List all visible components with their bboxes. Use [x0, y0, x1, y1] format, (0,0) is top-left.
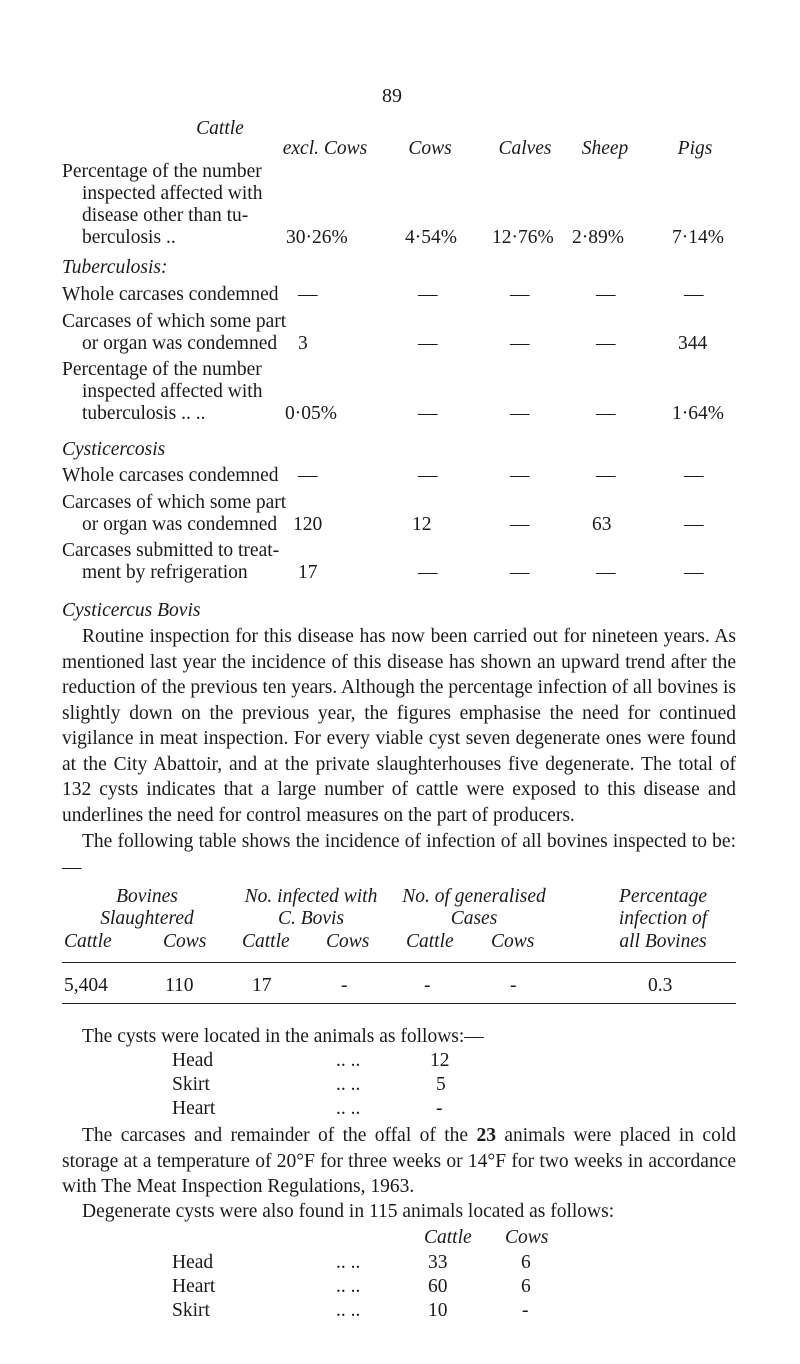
row-pct-other-calves: 12·76% — [492, 227, 554, 248]
row-tb-whole-label: Whole carcases condemned — [62, 284, 279, 305]
row-cy-part-sheep: 63 — [592, 514, 612, 535]
cyst-location-head-dots: .. .. — [336, 1050, 361, 1071]
row-pct-other-label-1: Percentage of the number — [62, 161, 262, 182]
cyst-location-skirt-dots: .. .. — [336, 1074, 361, 1095]
row-tb-part-sheep: — — [596, 333, 616, 354]
degenerate-row-head-cattle: 33 — [428, 1252, 448, 1273]
row-tb-part-label-1: Carcases of which some part — [62, 311, 287, 332]
bovine-header-group2-cattle: Cattle — [242, 931, 290, 952]
degenerate-row-skirt-dots: .. .. — [336, 1300, 361, 1321]
bovine-header-group3-cows: Cows — [491, 931, 535, 952]
paragraph-cold-storage — [62, 1123, 736, 1200]
row-tb-part-label-2: or organ was condemned — [82, 333, 278, 354]
bovine-header-group4-line3: all Bovines — [619, 931, 707, 952]
bovine-header-group3-line2: Cases — [450, 908, 498, 929]
row-tb-part-cows: — — [418, 333, 438, 354]
degenerate-row-head-dots: .. .. — [336, 1252, 361, 1273]
bovine-header-group2-line1: No. infected with — [244, 886, 378, 907]
paragraph-cysts-located-text: The cysts were located in the animals as follows:— — [82, 1026, 484, 1047]
paragraph-following-table — [62, 829, 736, 880]
bovine-header-group1-line2: Slaughtered — [100, 908, 194, 929]
row-tb-pct-label-3: tuberculosis .. .. — [82, 403, 206, 424]
bovine-header-group4-line2: infection of — [618, 908, 708, 929]
tuberculosis-heading: Tuberculosis: — [62, 257, 168, 278]
bovine-row-slaughtered-cows: 110 — [165, 975, 194, 996]
row-tb-whole-pigs: — — [684, 284, 704, 305]
cyst-location-head-value: 12 — [430, 1050, 450, 1071]
paragraph-routine-inspection — [62, 624, 736, 828]
degenerate-header-cows: Cows — [505, 1227, 549, 1248]
degenerate-row-heart-name: Heart — [172, 1276, 216, 1297]
row-pct-other-label-3: disease other than tu- — [82, 205, 249, 226]
row-cy-part-cattle: 120 — [293, 514, 323, 535]
degenerate-row-skirt-cattle: 10 — [428, 1300, 448, 1321]
bovine-row-slaughtered-cattle: 5,404 — [64, 975, 108, 996]
row-pct-other-label-4: berculosis .. — [82, 227, 176, 248]
row-cy-whole-cattle: — — [298, 465, 318, 486]
row-cy-whole-calves: — — [510, 465, 530, 486]
bovine-header-group1-line1: Bovines — [116, 886, 178, 907]
row-tb-whole-cattle: — — [298, 284, 318, 305]
row-cy-part-label-1: Carcases of which some part — [62, 492, 287, 513]
row-tb-whole-calves: — — [510, 284, 530, 305]
row-cy-whole-label: Whole carcases condemned — [62, 465, 279, 486]
cysticercus-bovis-heading: Cysticercus Bovis — [62, 600, 201, 621]
page-number: 89 — [382, 85, 402, 107]
degenerate-row-heart-cows: 6 — [521, 1276, 531, 1297]
cyst-location-heart-dots: .. .. — [336, 1098, 361, 1119]
row-cy-part-label-2: or organ was condemned — [82, 514, 278, 535]
paragraph-cold-storage-number: 23 — [476, 1125, 496, 1146]
degenerate-row-heart-dots: .. .. — [336, 1276, 361, 1297]
row-tb-part-cattle: 3 — [298, 333, 308, 354]
header-sheep: Sheep — [581, 138, 629, 159]
bovine-row-percentage: 0.3 — [648, 975, 673, 996]
row-tb-pct-label-2: inspected affected with — [82, 381, 263, 402]
degenerate-row-skirt-name: Skirt — [172, 1300, 210, 1321]
row-cy-part-pigs: — — [684, 514, 704, 535]
header-cattle-line1: Cattle — [196, 118, 244, 139]
row-tb-pct-cows: — — [418, 403, 438, 424]
bovine-header-group4-line1: Percentage — [618, 886, 708, 907]
paragraph-cold-storage-pre: The carcases and remainder of the offal of the — [82, 1125, 477, 1146]
cysticercosis-heading: Cysticercosis — [62, 439, 166, 460]
row-tb-pct-cattle: 0·05% — [285, 403, 337, 424]
row-cy-refrig-sheep: — — [596, 562, 616, 583]
bovine-table-top-rule — [62, 962, 736, 963]
bovine-table-bottom-rule — [62, 1003, 736, 1004]
bovine-header-group1-cattle: Cattle — [64, 931, 112, 952]
row-tb-pct-sheep: — — [596, 403, 616, 424]
cyst-location-head-name: Head — [172, 1050, 214, 1071]
bovine-header-group2-cows: Cows — [326, 931, 370, 952]
row-cy-refrig-pigs: — — [684, 562, 704, 583]
row-tb-part-calves: — — [510, 333, 530, 354]
degenerate-row-head-name: Head — [172, 1252, 214, 1273]
paragraph-degenerate-cysts-text: Degenerate cysts were also found in 115 animals located as follows: — [82, 1201, 615, 1222]
paragraph-routine-inspection-text: Routine inspection for this disease has now been carried out for nineteen years. As mentioned last year the incidence of this disease has shown an upward trend after the reduction of the previous ten years. Although the percentage infection of all bovines is slightly down on the previous year, the figures emphasise the need for continued vigilance in meat inspection. For every viable cyst seven degenerate ones were found at the City Abattoir, and at the private slaughterhouses five degenerate. The total of 132 cysts indicates that a large number of cattle were exposed to this disease and underlines the need for control measures on the part of producers. — [62, 626, 736, 826]
cyst-location-skirt-name: Skirt — [172, 1074, 210, 1095]
paragraph-degenerate-cysts — [62, 1199, 736, 1225]
cyst-location-heart-value: - — [436, 1098, 443, 1119]
row-cy-whole-sheep: — — [596, 465, 616, 486]
degenerate-row-heart-cattle: 60 — [428, 1276, 448, 1297]
row-cy-whole-pigs: — — [684, 465, 704, 486]
header-cattle-line2: excl. Cows — [282, 138, 368, 159]
row-pct-other-sheep: 2·89% — [572, 227, 624, 248]
row-tb-whole-sheep: — — [596, 284, 616, 305]
row-tb-pct-label-1: Percentage of the number — [62, 359, 262, 380]
row-cy-part-cows: 12 — [412, 514, 432, 535]
degenerate-header-cattle: Cattle — [424, 1227, 472, 1248]
header-cows: Cows — [408, 138, 452, 159]
row-pct-other-cattle: 30·26% — [286, 227, 348, 248]
bovine-header-group3-line1: No. of generalised — [402, 886, 546, 907]
row-cy-refrig-label-1: Carcases submitted to treat- — [62, 540, 280, 561]
row-cy-part-calves: — — [510, 514, 530, 535]
bovine-header-group3-cattle: Cattle — [406, 931, 454, 952]
row-tb-pct-pigs: 1·64% — [672, 403, 724, 424]
paragraph-following-table-text: The following table shows the incidence of infection of all bovines inspected to be:— — [62, 831, 736, 878]
row-cy-refrig-cattle: 17 — [298, 562, 318, 583]
degenerate-row-skirt-cows: - — [522, 1300, 529, 1321]
row-cy-refrig-calves: — — [510, 562, 530, 583]
row-cy-refrig-cows: — — [418, 562, 438, 583]
bovine-header-group1-cows: Cows — [163, 931, 207, 952]
row-cy-whole-cows: — — [418, 465, 438, 486]
row-tb-part-pigs: 344 — [678, 333, 708, 354]
bovine-row-infected-cows: - — [341, 975, 348, 996]
bovine-row-generalised-cows: - — [510, 975, 517, 996]
bovine-row-infected-cattle: 17 — [252, 975, 272, 996]
header-pigs: Pigs — [677, 138, 713, 159]
paragraph-cold-storage-post: animals were placed in cold storage at a temperature of 20°F for three weeks or 14°F for two weeks in accordance with The Meat Inspection Regulations, 1963. — [62, 1125, 737, 1197]
cyst-location-heart-name: Heart — [172, 1098, 216, 1119]
bovine-row-generalised-cattle: - — [424, 975, 431, 996]
row-pct-other-cows: 4·54% — [405, 227, 457, 248]
row-pct-other-pigs: 7·14% — [672, 227, 724, 248]
row-tb-whole-cows: — — [418, 284, 438, 305]
row-cy-refrig-label-2: ment by refrigeration — [82, 562, 248, 583]
row-pct-other-label-2: inspected affected with — [82, 183, 263, 204]
header-calves: Calves — [498, 138, 552, 159]
paragraph-cysts-located — [62, 1024, 736, 1050]
cyst-location-skirt-value: 5 — [436, 1074, 446, 1095]
bovine-header-group2-line2: C. Bovis — [277, 908, 345, 929]
row-tb-pct-calves: — — [510, 403, 530, 424]
degenerate-row-head-cows: 6 — [521, 1252, 531, 1273]
